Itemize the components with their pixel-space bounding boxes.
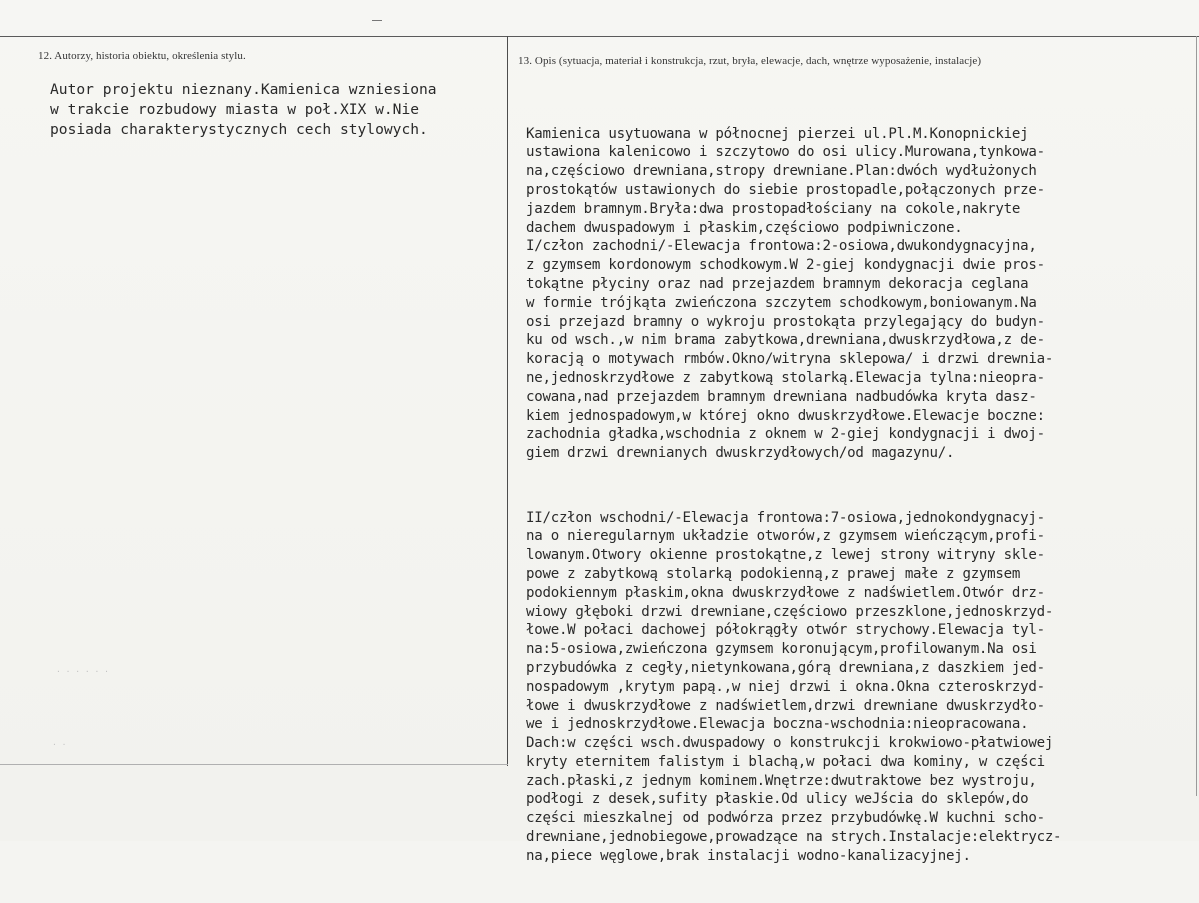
typed-line: nospadowym ,krytym papą.,w niej drzwi i okna.Okna czteroskrzyd- bbox=[526, 678, 1045, 695]
typed-line: wiowy głęboki drzwi drewniane,częściowo przeszklone,jednoskrzyd- bbox=[526, 603, 1054, 620]
faint-smudge-mark: · · · · · · bbox=[56, 667, 109, 676]
field-13-header: 13. Opis (sytuacja, materiał i konstrukcja, rzut, bryła, elewacje, dach, wnętrze wyposażenie, instalacje) bbox=[518, 55, 982, 67]
typed-line: podokiennym płaskim,okna dwuskrzydłowe z nadświetlem.Otwór drz- bbox=[526, 584, 1045, 601]
typed-line: koracją o motywach rmbów.Okno/witryna sklepowa/ i drzwi drewnia- bbox=[526, 351, 1054, 368]
typed-line: z gzymsem kordonowym schodkowym.W 2-giej kondygnacji dwie pros- bbox=[526, 257, 1045, 274]
typed-line: II/człon wschodni/-Elewacja frontowa:7-osiowa,jednokondygnacyj- bbox=[526, 509, 1045, 526]
field-13-paragraph-2 bbox=[526, 509, 1061, 866]
typed-line: ne,jednoskrzydłowe z zabytkową stolarką.Elewacja tylna:nieopra- bbox=[526, 369, 1045, 386]
typed-line: zachodnia gładka,wschodnia z oknem w 2-giej kondygnacji i dwoj- bbox=[526, 426, 1045, 443]
typed-line: drewniane,jednobiegowe,prowadzące na strych.Instalacje:elektrycz- bbox=[526, 829, 1062, 846]
typed-line: powe z zabytkową stolarką podokienną,z prawej małe z gzymsem bbox=[526, 565, 1021, 582]
typed-line: części mieszkalnej od podwórza przez przybudówkę.W kuchni scho- bbox=[526, 810, 1045, 827]
top-tick-mark bbox=[372, 20, 382, 21]
typed-line: cowana,nad przejazdem bramnym drewniana nadbudówka kryta dasz- bbox=[526, 388, 1037, 405]
typed-line: giem drzwi drewnianych dwuskrzydłowych/od magazynu/. bbox=[526, 445, 955, 462]
faint-smudge-mark: · · bbox=[52, 740, 67, 749]
typed-line: przybudówka z cegły,nietynkowana,górą drewniana,z daszkiem jed- bbox=[526, 659, 1045, 676]
typed-line: ku od wsch.,w nim brama zabytkowa,drewniana,dwuskrzydłowa,z de- bbox=[526, 332, 1045, 349]
typed-line: na:5-osiowa,zwieńczona gzymsem koronującym,profilowanym.Na osi bbox=[526, 641, 1037, 658]
typed-line: Kamienica usytuowana w północnej pierzei ul.Pl.M.Konopnickiej bbox=[526, 125, 1029, 142]
typed-line: w trakcie rozbudowy miasta w poł.XIX w.Nie bbox=[50, 101, 420, 118]
right-edge-rule bbox=[1196, 36, 1197, 796]
typed-line: w formie trójkąta zwieńczona szczytem schodkowym,boniowanym.Na bbox=[526, 294, 1037, 311]
typed-line: podłogi z desek,sufity płaskie.Od ulicy weJścia do sklepów,do bbox=[526, 791, 1029, 808]
typed-line: jazdem bramnym.Bryła:dwa prostopadłościany na cokole,nakryte bbox=[526, 200, 1021, 217]
typed-line: osi przejazd bramny o wykroju prostokąta przylegający do budyn- bbox=[526, 313, 1045, 330]
bottom-left-rule bbox=[0, 764, 508, 765]
typed-line: łowe i dwuskrzydłowe z nadświetlem,drzwi drewniane dwuskrzydło- bbox=[526, 697, 1045, 714]
typed-line: dachem dwuspadowym i płaskim,częściowo podpiwniczone. bbox=[526, 219, 963, 236]
typed-line: we i jednoskrzydłowe.Elewacja boczna-wschodnia:nieopracowana. bbox=[526, 716, 1029, 733]
typed-line: Dach:w części wsch.dwuspadowy o konstrukcji krokwiowo-płatwiowej bbox=[526, 735, 1054, 752]
field-12-header: 12. Autorzy, historia obiektu, określenia stylu. bbox=[38, 50, 246, 62]
typed-line: lowanym.Otwory okienne prostokątne,z lewej strony witryny skle- bbox=[526, 547, 1045, 564]
typed-line: posiada charakterystycznych cech stylowych. bbox=[50, 121, 428, 138]
field-13-paragraph-1 bbox=[526, 125, 1061, 463]
typed-line: na o nieregularnym układzie otworów,z gzymsem wieńczącym,profi- bbox=[526, 528, 1045, 545]
typed-line: kiem jednospadowym,w której okno dwuskrzydłowe.Elewacje boczne: bbox=[526, 407, 1045, 424]
field-13-typed-text bbox=[526, 87, 1061, 903]
typed-line: na,częściowo drewniana,stropy drewniane.Plan:dwóch wydłużonych bbox=[526, 163, 1037, 180]
typed-line: I/człon zachodni/-Elewacja frontowa:2-osiowa,dwukondygnacyjna, bbox=[526, 238, 1037, 255]
typed-line: na,piece węglowe,brak instalacji wodno-kanalizacyjnej. bbox=[526, 847, 971, 864]
typed-line: tokątne płyciny oraz nad przejazdem bramnym dekoracja ceglana bbox=[526, 275, 1029, 292]
typed-line: zach.płaski,z jednym kominem.Wnętrze:dwutraktowe bez wystroju, bbox=[526, 772, 1037, 789]
field-12-typed-text bbox=[50, 80, 437, 140]
typed-line: ustawiona kalenicowo i szczytowo do osi ulicy.Murowana,tynkowa- bbox=[526, 144, 1045, 161]
top-horizontal-rule bbox=[0, 36, 1199, 37]
typed-line: Autor projektu nieznany.Kamienica wzniesiona bbox=[50, 81, 437, 98]
typed-line: łowe.W połaci dachowej półokrągły otwór strychowy.Elewacja tyl- bbox=[526, 622, 1045, 639]
column-divider bbox=[507, 36, 508, 766]
typed-line: prostokątów ustawionych do siebie prostopadle,połączonych prze- bbox=[526, 181, 1045, 198]
typed-line: kryty eternitem falistym i blachą,w połaci dwa kominy, w części bbox=[526, 753, 1045, 770]
